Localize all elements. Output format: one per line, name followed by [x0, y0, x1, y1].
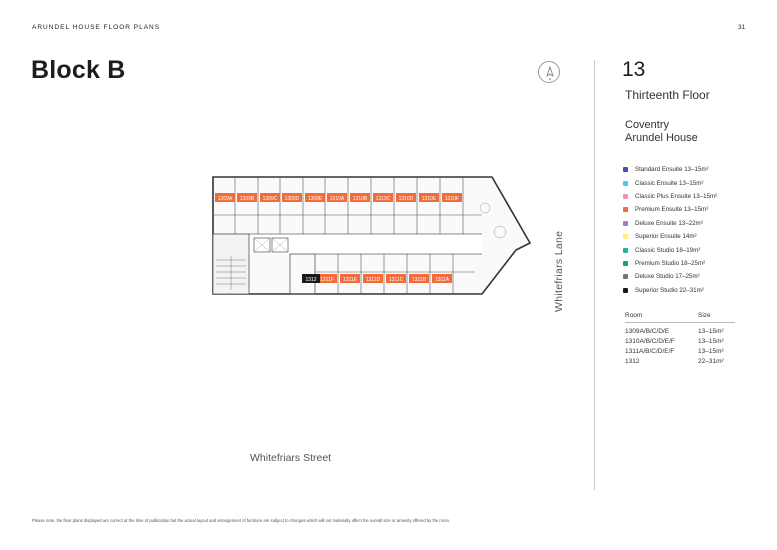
room-tag-label: 1310A — [329, 195, 345, 202]
room-tag — [373, 193, 393, 202]
floor-plan — [180, 160, 540, 310]
room-size-table — [625, 312, 735, 366]
size-column-header: Size — [698, 312, 711, 319]
room-tag-label: 1311B — [411, 276, 427, 283]
legend-item — [623, 257, 763, 270]
street-label-bottom: Whitefriars Street — [250, 452, 332, 464]
legend-label: Deluxe Ensuite 13–22m² — [635, 219, 703, 227]
room-tag — [215, 193, 235, 202]
room-tag — [396, 193, 416, 202]
legend-swatch — [623, 167, 628, 172]
room-tag — [386, 274, 406, 283]
legend-swatch — [623, 274, 628, 279]
room-tag — [327, 193, 347, 202]
legend-swatch — [623, 207, 628, 212]
compass-icon — [538, 61, 560, 83]
legend-swatch — [623, 261, 628, 266]
legend-swatch — [623, 248, 628, 253]
legend-item — [623, 284, 763, 297]
room-tag — [340, 274, 360, 283]
legend-label: Classic Plus Ensuite 13–15m² — [635, 192, 718, 200]
legend-label: Deluxe Studio 17–25m² — [635, 273, 700, 281]
table-row — [625, 356, 735, 366]
room-tag-label: 1310F — [444, 195, 460, 202]
room-type-legend — [623, 163, 763, 297]
size-cell: 13–15m² — [698, 347, 724, 355]
room-tag — [419, 193, 439, 202]
legend-swatch — [623, 288, 628, 293]
room-cell: 1310A/B/C/D/E/F — [625, 337, 675, 345]
street-label-right: Whitefriars Lane — [553, 230, 565, 312]
legend-item — [623, 163, 763, 176]
room-tag — [409, 274, 429, 283]
room-tag-label: 1311C — [388, 276, 404, 283]
legend-label: Classic Ensuite 13–15m² — [635, 179, 704, 187]
legend-item — [623, 230, 763, 243]
room-cell: 1311A/B/C/D/E/F — [625, 347, 675, 355]
room-tag — [350, 193, 370, 202]
header-title: ARUNDEL HOUSE FLOOR PLANS — [32, 24, 161, 31]
room-tag-label: 1309B — [239, 195, 255, 202]
legend-item — [623, 243, 763, 256]
table-row — [625, 346, 735, 356]
room-tag-label: 1311F — [320, 276, 334, 283]
room-tag-label: 1310B — [352, 195, 368, 202]
room-tag-label: 1311E — [342, 276, 358, 283]
block-title: Block B — [31, 56, 126, 84]
room-tag-label: 1311D — [365, 276, 381, 283]
legend-label: Superior Studio 22–31m² — [635, 286, 704, 294]
size-cell: 13–15m² — [698, 327, 724, 335]
room-table-header — [625, 312, 735, 323]
legend-swatch — [623, 221, 628, 226]
room-tag-label: 1310E — [421, 195, 437, 202]
room-tag — [260, 193, 280, 202]
room-tag-label: 1309E — [307, 195, 323, 202]
vertical-divider — [594, 60, 595, 490]
size-cell: 22–31m² — [698, 357, 724, 365]
room-column-header: Room — [625, 312, 643, 319]
room-tag — [363, 274, 383, 283]
room-tag-label: 1310D — [398, 195, 414, 202]
room-tag-label: 1310C — [375, 195, 391, 202]
room-cell: 1309A/B/C/D/E — [625, 327, 670, 335]
room-cell: 1312 — [625, 357, 640, 365]
table-row — [625, 326, 735, 336]
location-city: Coventry — [625, 119, 670, 131]
legend-item — [623, 190, 763, 203]
studio-tag — [302, 274, 320, 283]
room-tag — [442, 193, 462, 202]
legend-label: Classic Studio 18–19m² — [635, 246, 701, 254]
room-tag-label: 1309A — [217, 195, 233, 202]
size-cell: 13–15m² — [698, 337, 724, 345]
legend-item — [623, 176, 763, 189]
floor-name: Thirteenth Floor — [625, 88, 710, 102]
room-tag — [305, 193, 325, 202]
legend-label: Superior Ensuite 14m² — [635, 233, 697, 241]
room-tag — [237, 193, 257, 202]
room-tag — [432, 274, 452, 283]
legend-swatch — [623, 194, 628, 199]
room-tag-label: 1309D — [284, 195, 300, 202]
legend-label: Standard Ensuite 13–15m² — [635, 166, 709, 174]
table-row — [625, 336, 735, 346]
legend-label: Premium Ensuite 13–15m² — [635, 206, 709, 214]
location-building: Arundel House — [625, 132, 698, 144]
room-tag — [282, 193, 302, 202]
svg-text:N: N — [548, 77, 552, 82]
room-tag-label: 1309C — [262, 195, 278, 202]
legend-swatch — [623, 181, 628, 186]
legend-item — [623, 203, 763, 216]
page-number: 31 — [738, 24, 746, 31]
floor-number: 13 — [622, 58, 646, 81]
legend-label: Premium Studio 18–25m² — [635, 259, 706, 267]
legend-item — [623, 270, 763, 283]
legend-item — [623, 217, 763, 230]
room-tag-label: 1312 — [305, 276, 317, 283]
disclaimer-text: Please note, the floor plans displayed are correct at the time of publication but the actual layout and arrangement of furniture are subject to changes which will not materially affect the overall size or amenity offered by the room. — [32, 518, 451, 523]
legend-swatch — [623, 234, 628, 239]
room-tag-label: 1311A — [434, 276, 450, 283]
